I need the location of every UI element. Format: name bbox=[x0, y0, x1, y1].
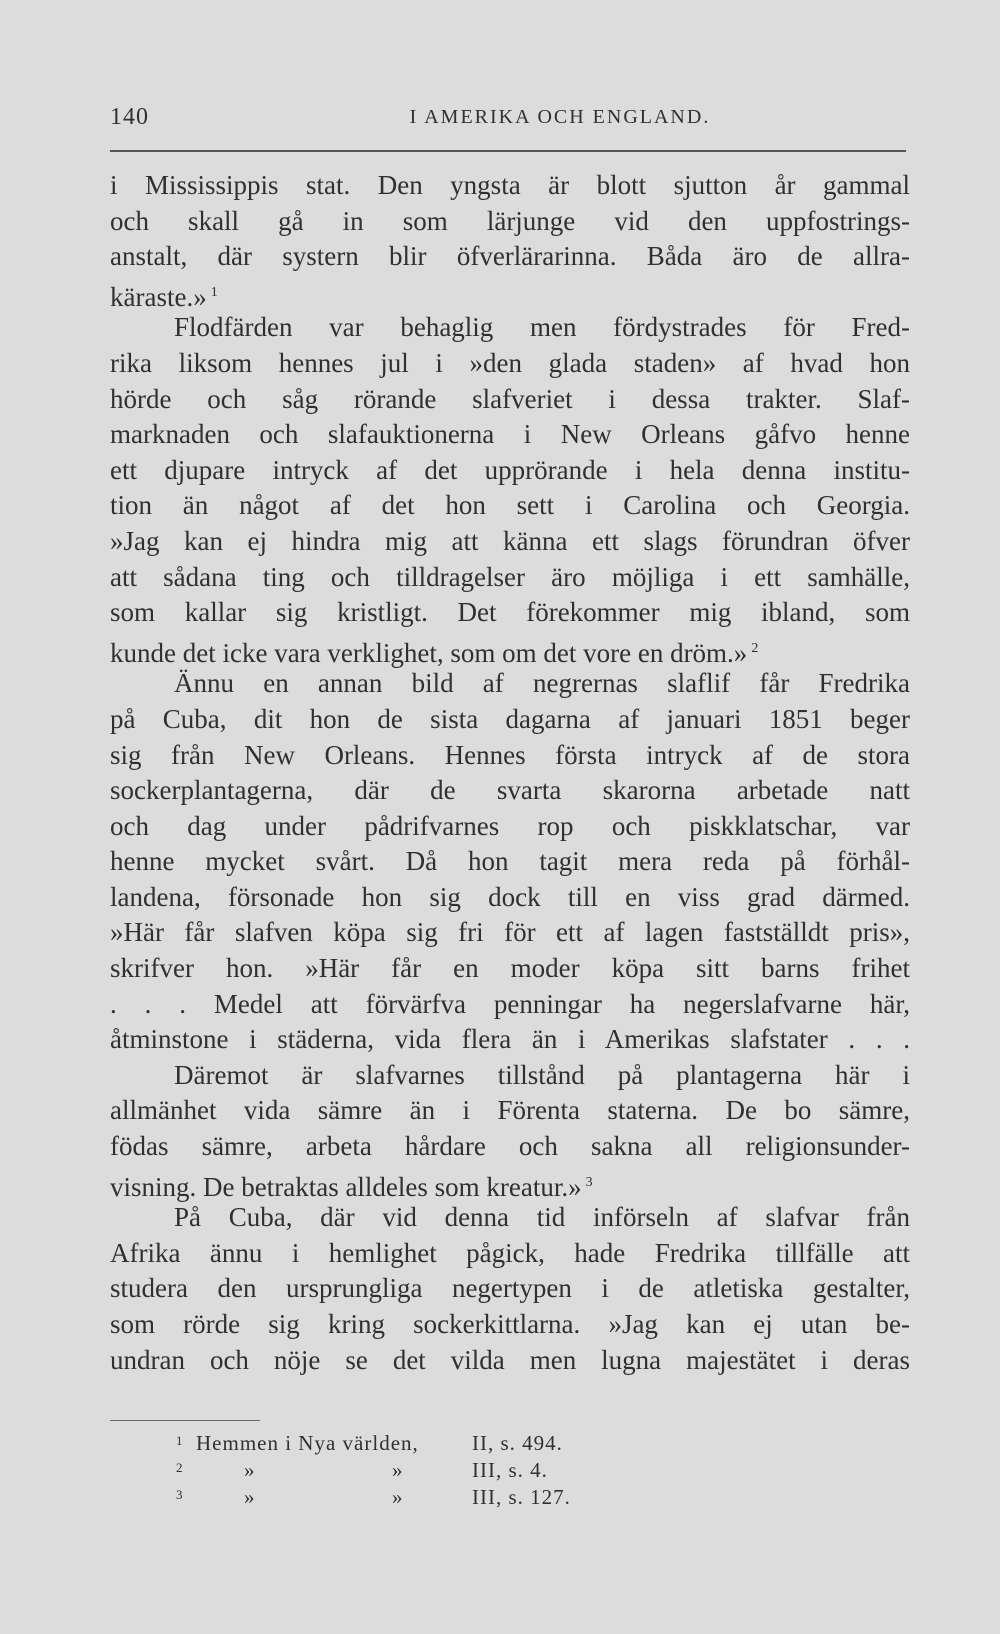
text-line: allmänhet vida sämre än i Förenta staterna. De bo sämre, bbox=[110, 1095, 910, 1126]
text-line: studera den ursprungliga negertypen i de atletiska gestalter, bbox=[110, 1273, 910, 1304]
text-line bbox=[110, 275, 910, 311]
footnotes bbox=[176, 1430, 776, 1511]
footnote-number: 1 bbox=[176, 1433, 184, 1448]
text-line: i Mississippis stat. Den yngsta är blott sjutton år gammal bbox=[110, 170, 910, 200]
footnote-2 bbox=[176, 1457, 776, 1484]
text-line: ett djupare intryck af det upprörande i hela denna institu- bbox=[110, 454, 910, 485]
text-line: som rörde sig kring sockerkittlarna. »Jag kan ej utan be- bbox=[110, 1309, 910, 1339]
text-line: sockerplantagerna, där de svarta skarorna arbetade natt bbox=[110, 775, 910, 806]
text-line: marknaden och slafauktionerna i New Orleans gåfvo henne bbox=[110, 419, 910, 450]
ditto-mark: » bbox=[244, 1485, 256, 1509]
text-line bbox=[110, 631, 910, 667]
footnote-marker: 2 bbox=[751, 640, 759, 656]
text-line: åtminstone i städerna, vida flera än i Amerikas slafstater . . . bbox=[110, 1024, 910, 1055]
footnote-3 bbox=[176, 1484, 776, 1511]
text-line: . . . Medel att förvärfva penningar ha negerslafvarne här, bbox=[110, 988, 910, 1019]
ditto-mark: » bbox=[244, 1458, 256, 1482]
footnote-rule bbox=[110, 1420, 260, 1421]
ditto-mark: » bbox=[392, 1458, 404, 1482]
text-line: Flodfärden var behaglig men fördystrades för Fred- bbox=[174, 312, 910, 343]
text-line: rika liksom hennes jul i »den glada staden» af hvad hon bbox=[110, 347, 910, 378]
text-line: henne mycket svårt. Då hon tagit mera reda på förhål- bbox=[110, 846, 910, 877]
text-line: födas sämre, arbeta hårdare och sakna all religionsunder- bbox=[110, 1131, 910, 1162]
footnote-number: 2 bbox=[176, 1460, 184, 1475]
footnote-reference: III, s. 4. bbox=[472, 1458, 548, 1482]
text-line: att sådana ting och tilldragelser äro möjliga i ett samhälle, bbox=[110, 561, 910, 592]
text-line: skrifver hon. »Här får en moder köpa sitt barns frihet bbox=[110, 953, 910, 984]
text-line: »Jag kan ej hindra mig att känna ett slags förundran öfver bbox=[110, 525, 910, 556]
text-line: landena, försonade hon sig dock till en viss grad därmed. bbox=[110, 881, 910, 912]
text-line: och skall gå in som lärjunge vid den uppfostrings- bbox=[110, 205, 910, 236]
footnote-number: 3 bbox=[176, 1487, 184, 1502]
text-line: på Cuba, dit hon de sista dagarna af januari 1851 beger bbox=[110, 703, 910, 734]
text-line-content: käraste.» bbox=[110, 281, 207, 312]
footnote-marker: 3 bbox=[585, 1174, 593, 1190]
footnote-title: Hemmen i Nya världen, bbox=[196, 1431, 419, 1455]
text-line: Afrika ännu i hemlighet pågick, hade Fredrika tillfälle att bbox=[110, 1237, 910, 1268]
text-line: anstalt, där systern blir öfverlärarinna. Båda äro de allra- bbox=[110, 241, 910, 272]
text-line: som kallar sig kristligt. Det förekommer mig ibland, som bbox=[110, 597, 910, 628]
ditto-mark: » bbox=[392, 1485, 404, 1509]
text-line bbox=[110, 1165, 910, 1201]
footnote-reference: III, s. 127. bbox=[472, 1485, 571, 1509]
text-line: Däremot är slafvarnes tillstånd på plantagerna här i bbox=[174, 1059, 910, 1090]
page-number: 140 bbox=[110, 104, 149, 130]
text-line-content: kunde det icke vara verklighet, som om det vore en dröm.» bbox=[110, 637, 748, 668]
body-text bbox=[110, 168, 910, 1378]
text-line: På Cuba, där vid denna tid införseln af slafvar från bbox=[174, 1202, 910, 1233]
page-header bbox=[110, 104, 910, 136]
running-title: I AMERIKA OCH ENGLAND. bbox=[409, 106, 711, 128]
text-line: »Här får slafven köpa sig fri för ett af lagen fastställdt pris», bbox=[110, 917, 910, 948]
text-line: sig från New Orleans. Hennes första intryck af de stora bbox=[110, 739, 910, 770]
text-line-content: visning. De betraktas alldeles som kreatur.» bbox=[110, 1171, 582, 1202]
text-line: tion än något af det hon sett i Carolina och Georgia. bbox=[110, 490, 910, 521]
text-line: undran och nöje se det vilda men lugna majestätet i deras bbox=[110, 1344, 910, 1375]
footnote-1 bbox=[176, 1430, 776, 1457]
text-line: Ännu en annan bild af negrernas slaflif får Fredrika bbox=[174, 668, 910, 699]
footnote-marker: 1 bbox=[210, 284, 218, 300]
text-line: hörde och såg rörande slafveriet i dessa trakter. Slaf- bbox=[110, 383, 910, 414]
footnote-reference: II, s. 494. bbox=[472, 1431, 563, 1455]
header-rule bbox=[110, 150, 906, 152]
text-line: och dag under pådrifvarnes rop och piskklatschar, var bbox=[110, 810, 910, 841]
